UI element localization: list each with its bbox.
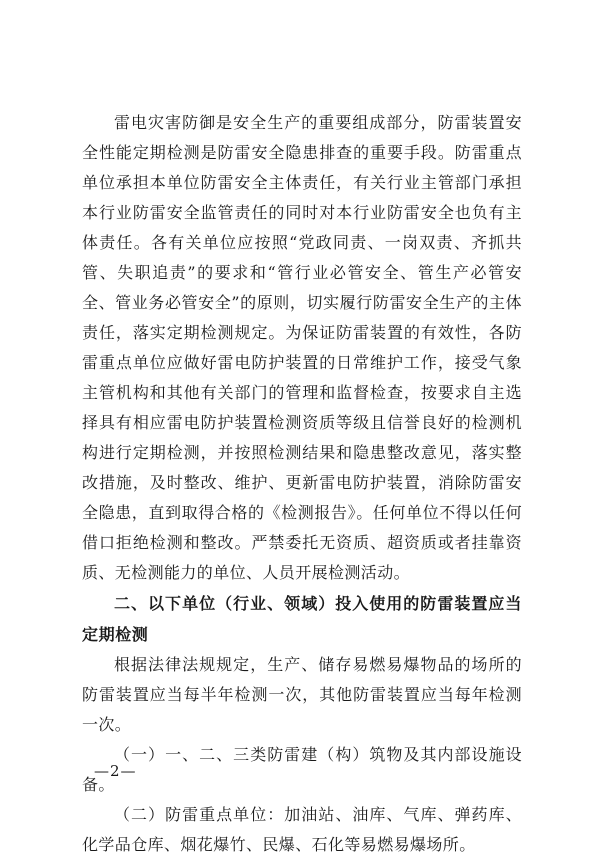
paragraph-intro: 雷电灾害防御是安全生产的重要组成部分，防雷装置安全性能定期检测是防雷安全隐患排查的重要手段。防雷重点单位承担本单位防雷安全主体责任，有关行业主管部门承担本行业防雷安全监管责任的同时对本行业防雷安全也负有主体责任。各有关单位应按照“党政同责、一岗双责、齐抓共管、失职追责”的要求和“管行业必管安全、管生产必管安全、管业务必管安全”的原则，切实履行防雷安全生产的主体责任，落实定期检测规定。为保证防雷装置的有效性，各防雷重点单位应做好雷电防护装置的日常维护工作，接受气象主管机构和其他有关部门的管理和监督检查，按要求自主选择具有相应雷电防护装置检测资质等级且信誉良好的检测机构进行定期检测，并按照检测结果和隐患整改意见，落实整改措施，及时整改、维护、更新雷电防护装置，消除防雷安全隐患，直到取得合格的《检测报告》。任何单位不得以任何借口拒绝检测和整改。严禁委托无资质、超资质或者挂靠资质、无检测能力的单位、人员开展检测活动。	[82, 113, 522, 582]
list-item-category-two: （二）防雷重点单位：加油站、油库、气库、弹药库、化学品仓库、烟花爆竹、民爆、石化等易燃易爆场所。	[82, 805, 522, 854]
page-number: —2—	[94, 762, 137, 780]
paragraph-regulation: 根据法律法规规定，生产、储存易燃易爆物品的场所的防雷装置应当每半年检测一次，其他防雷装置应当每年检测一次。	[82, 655, 522, 734]
list-item-category-one: （一）一、二、三类防雷建（构）筑物及其内部设施设备。	[82, 745, 522, 794]
document-body	[82, 108, 522, 860]
section-heading: 二、以下单位（行业、领域）投入使用的防雷装置应当定期检测	[82, 594, 522, 644]
